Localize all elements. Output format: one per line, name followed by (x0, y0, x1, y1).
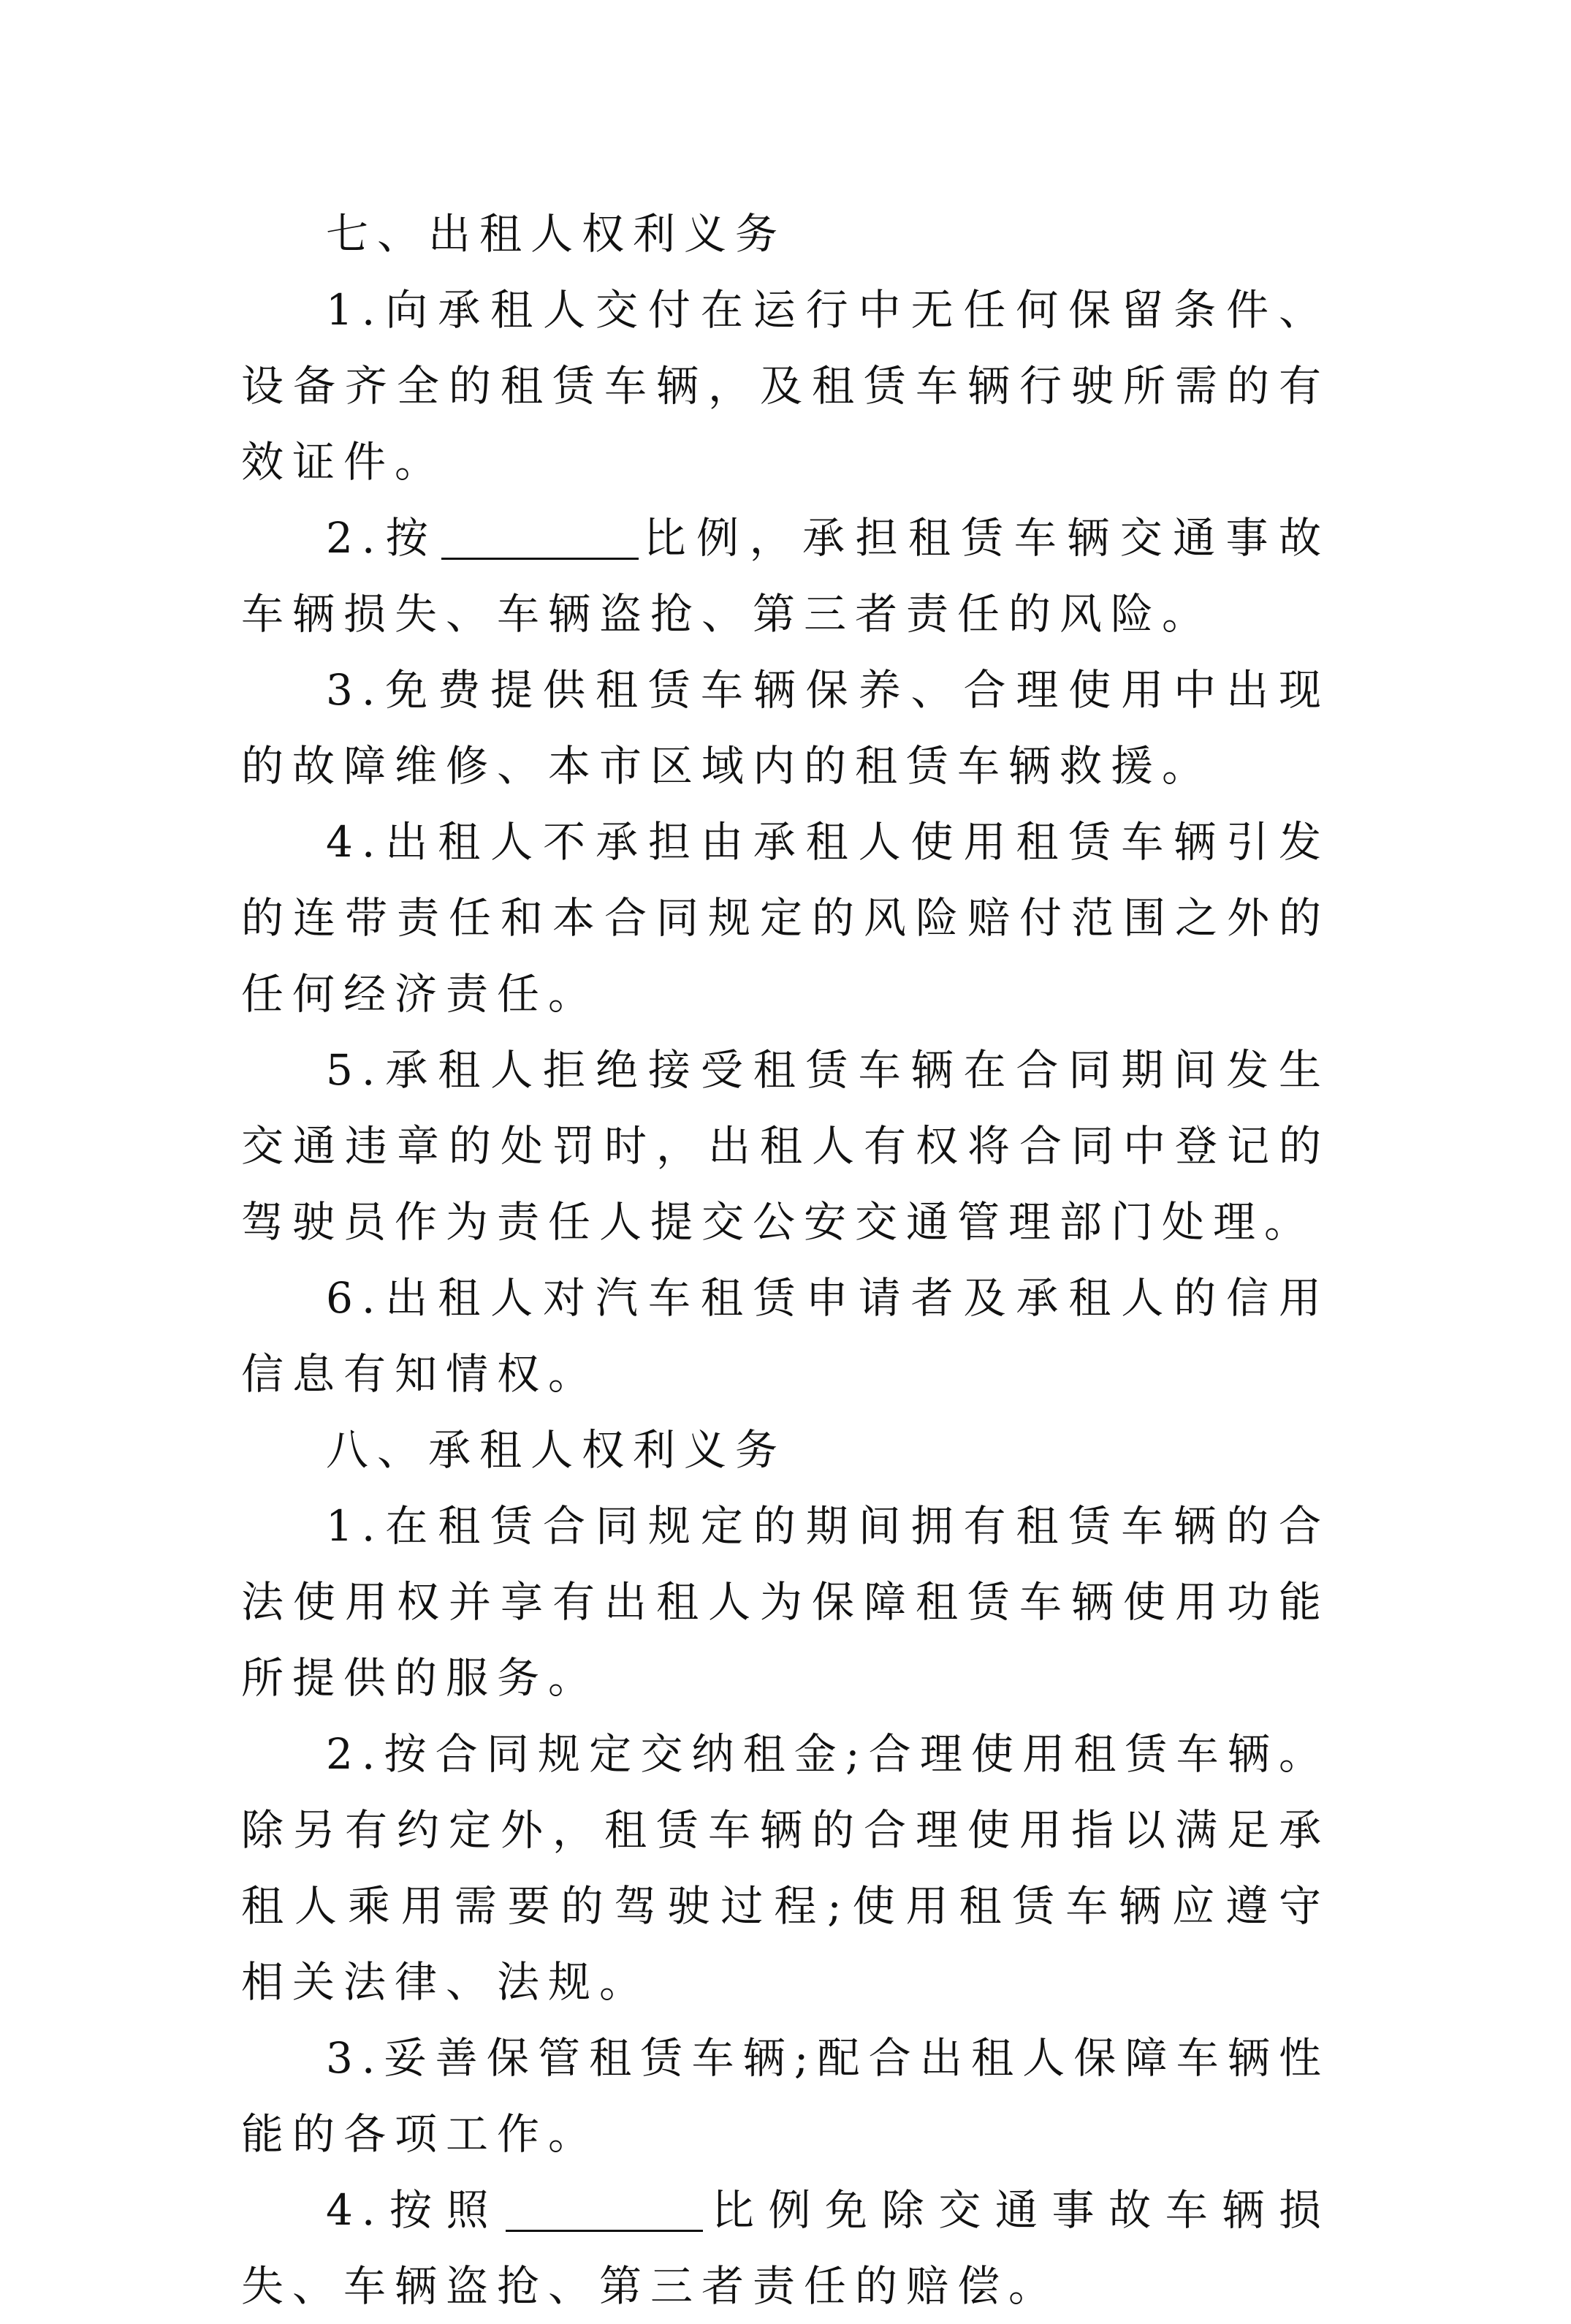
lessee-clause-1: 1.在租赁合同规定的期间拥有租赁车辆的合法使用权并享有出租人为保障租赁车辆使用功能所提供的服务。 (241, 1501, 1330, 1703)
lessor-clause-2 (241, 500, 1330, 652)
section-heading-lessee: 八、承租人权利义务 (326, 1425, 787, 1475)
document-body (241, 196, 1330, 2324)
lessee-clause-4 (241, 2172, 1330, 2324)
lessor-clause-6: 6.出租人对汽车租赁申请者及承租人的信用信息有知情权。 (241, 1273, 1330, 1399)
section-heading-lessor: 七、出租人权利义务 (326, 209, 787, 259)
clause-text-before-blank: 2.按 (326, 513, 439, 563)
clause-text-after-blank: 比例免除交通事故车辆损失、车辆盗抢、第三者责任的赔偿。 (241, 2185, 1330, 2311)
lessee-clause-3: 3.妥善保管租赁车辆;配合出租人保障车辆性能的各项工作。 (241, 2033, 1330, 2159)
lessor-clause-4: 4.出租人不承担由承租人使用租赁车辆引发的连带责任和本合同规定的风险赔付范围之外的任何经济责任。 (241, 817, 1330, 1019)
lessor-clause-3: 3.免费提供租赁车辆保养、合理使用中出现的故障维修、本市区域内的租赁车辆救援。 (241, 665, 1330, 791)
lessor-clause-1: 1.向承租人交付在运行中无任何保留条件、设备齐全的租赁车辆，及租赁车辆行驶所需的有效证件。 (241, 285, 1330, 487)
fill-in-blank (441, 512, 639, 560)
clause-text-before-blank: 4.按照 (326, 2185, 503, 2235)
fill-in-blank (506, 2184, 703, 2232)
lessee-clause-2: 2.按合同规定交纳租金;合理使用租赁车辆。除另有约定外，租赁车辆的合理使用指以满足承租人乘用需要的驾驶过程;使用租赁车辆应遵守相关法律、法规。 (241, 1729, 1330, 2007)
lessor-clause-5: 5.承租人拒绝接受租赁车辆在合同期间发生交通违章的处罚时，出租人有权将合同中登记的驾驶员作为责任人提交公安交通管理部门处理。 (241, 1045, 1330, 1247)
clause-text-after-blank: 比例，承担租赁车辆交通事故车辆损失、车辆盗抢、第三者责任的风险。 (241, 513, 1330, 639)
